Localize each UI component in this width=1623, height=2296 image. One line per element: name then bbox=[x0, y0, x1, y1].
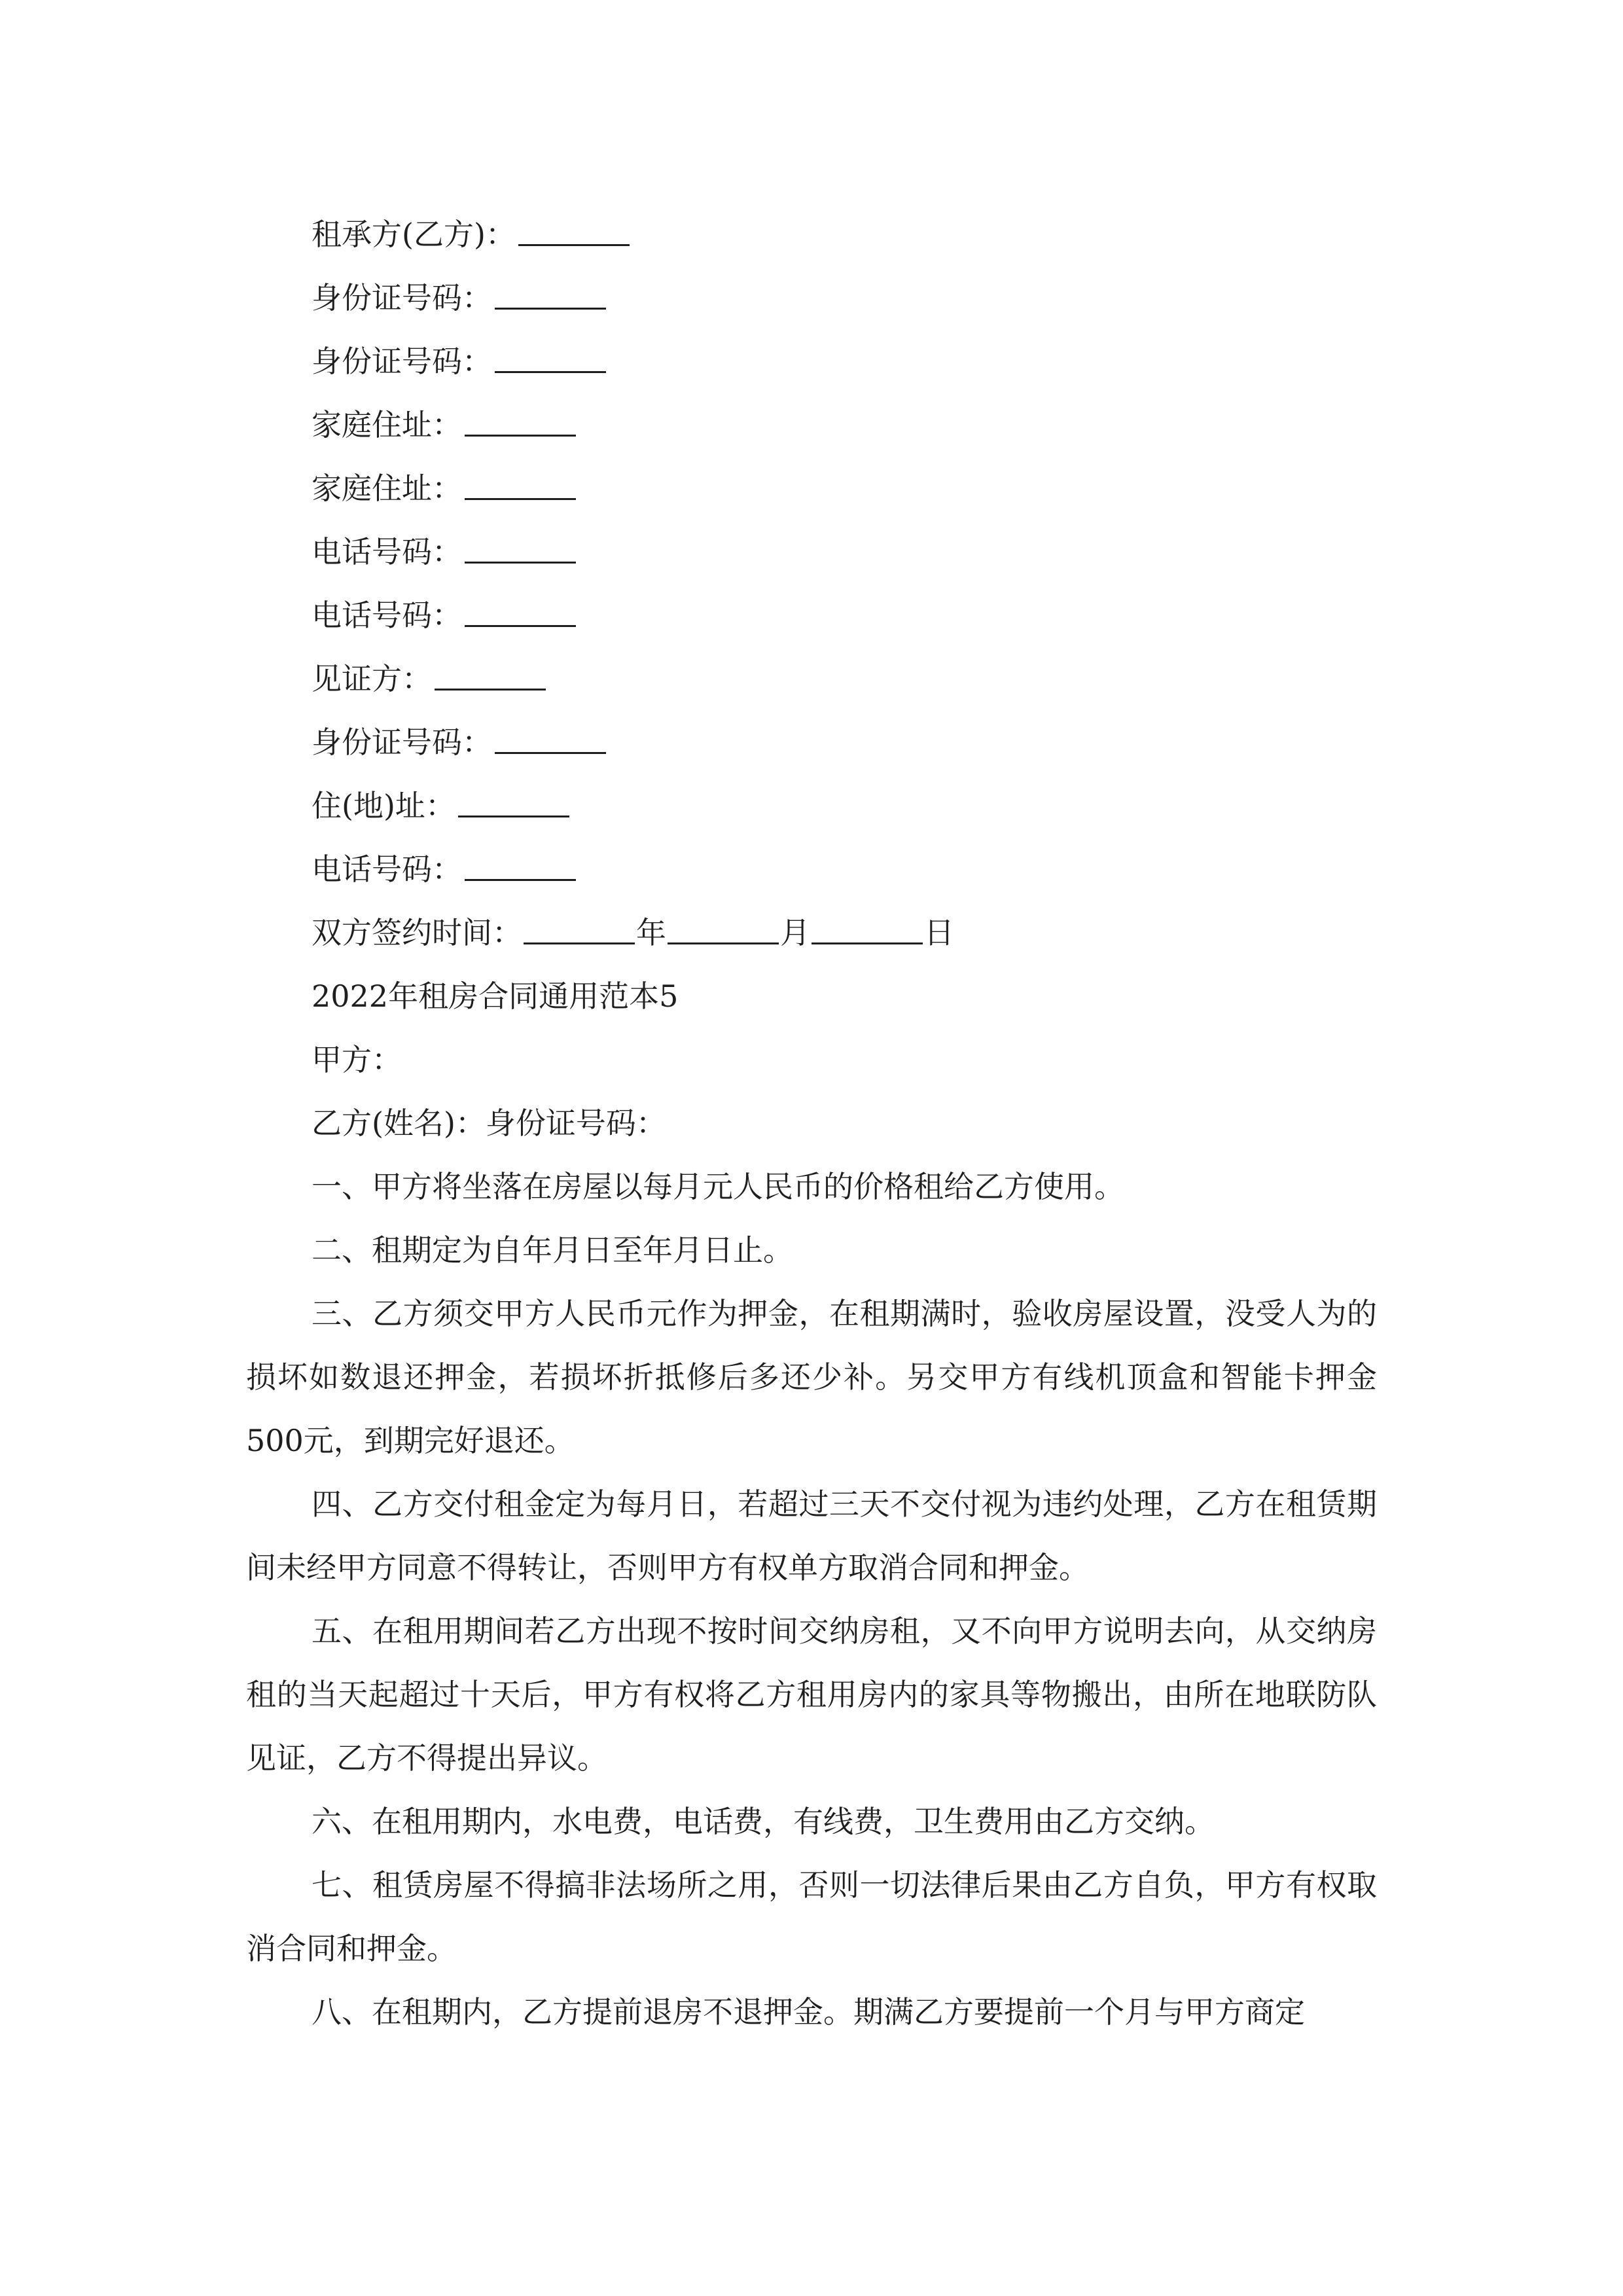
year-label: 年 bbox=[636, 915, 666, 950]
section-title: 2022年租房合同通用范本5 bbox=[312, 978, 679, 1014]
field-label: 家庭住址： bbox=[312, 407, 462, 442]
blank-line bbox=[465, 599, 576, 627]
field-id-number bbox=[246, 330, 1377, 393]
field-label: 身份证号码： bbox=[312, 725, 492, 760]
field-label: 见证方： bbox=[312, 661, 432, 696]
clause-3: 三、乙方须交甲方人民币元作为押金，在租期满时，验收房屋设置，没受人为的损坏如数退还押金，若损坏折抵修后多还少补。另交甲方有线机顶盒和智能卡押金500元，到期完好退还。 bbox=[246, 1296, 1377, 1458]
field-label: 身份证号码： bbox=[312, 280, 492, 315]
field-address bbox=[246, 774, 1377, 838]
field-phone bbox=[246, 584, 1377, 647]
party-b: 乙方(姓名)：身份证号码： bbox=[312, 1105, 666, 1141]
document-body bbox=[246, 203, 1377, 2044]
field-id-number bbox=[246, 266, 1377, 330]
party-a: 甲方： bbox=[312, 1042, 402, 1077]
clause-8: 八、在租期内，乙方提前退房不退押金。期满乙方要提前一个月与甲方商定 bbox=[312, 1994, 1305, 2030]
blank-line bbox=[458, 789, 569, 817]
blank-line bbox=[465, 472, 576, 500]
blank-line bbox=[465, 853, 576, 881]
field-home-address bbox=[246, 457, 1377, 520]
field-id-number bbox=[246, 711, 1377, 774]
field-phone bbox=[246, 520, 1377, 584]
field-label: 家庭住址： bbox=[312, 471, 462, 506]
blank-year bbox=[524, 916, 635, 944]
signing-date bbox=[246, 901, 1377, 965]
field-label: 电话号码： bbox=[312, 852, 462, 887]
day-label: 日 bbox=[924, 915, 954, 950]
field-lessee bbox=[246, 203, 1377, 266]
blank-day bbox=[812, 916, 923, 944]
field-phone bbox=[246, 838, 1377, 901]
blank-line bbox=[435, 662, 546, 691]
field-label: 租承方(乙方)： bbox=[312, 217, 516, 252]
blank-line bbox=[495, 726, 606, 754]
clause-4: 四、乙方交付租金定为每月日，若超过三天不交付视为违约处理，乙方在租赁期间未经甲方同意不得转让，否则甲方有权单方取消合同和押金。 bbox=[246, 1486, 1377, 1585]
field-label: 电话号码： bbox=[312, 598, 462, 633]
field-home-address bbox=[246, 393, 1377, 457]
blank-line bbox=[518, 218, 630, 246]
blank-line bbox=[465, 535, 576, 564]
field-label: 身份证号码： bbox=[312, 344, 492, 379]
blank-line bbox=[495, 345, 606, 373]
blank-line bbox=[495, 281, 606, 310]
month-label: 月 bbox=[780, 915, 810, 950]
clause-6: 六、在租用期内，水电费，电话费，有线费，卫生费用由乙方交纳。 bbox=[312, 1804, 1215, 1839]
clause-5: 五、在租用期间若乙方出现不按时间交纳房租，又不向甲方说明去向，从交纳房租的当天起超过十天后，甲方有权将乙方租用房内的家具等物搬出，由所在地联防队见证，乙方不得提出异议。 bbox=[246, 1613, 1377, 1776]
blank-month bbox=[668, 916, 779, 944]
clause-7: 七、租赁房屋不得搞非法场所之用，否则一切法律后果由乙方自负，甲方有权取消合同和押金。 bbox=[246, 1867, 1377, 1966]
blank-line bbox=[465, 408, 576, 437]
clause-1: 一、甲方将坐落在房屋以每月元人民币的价格租给乙方使用。 bbox=[312, 1169, 1124, 1204]
field-label: 住(地)址： bbox=[312, 788, 455, 823]
clause-2: 二、租期定为自年月日至年月日止。 bbox=[312, 1232, 793, 1268]
field-witness bbox=[246, 647, 1377, 711]
field-label: 电话号码： bbox=[312, 534, 462, 569]
signing-label: 双方签约时间： bbox=[312, 915, 522, 950]
